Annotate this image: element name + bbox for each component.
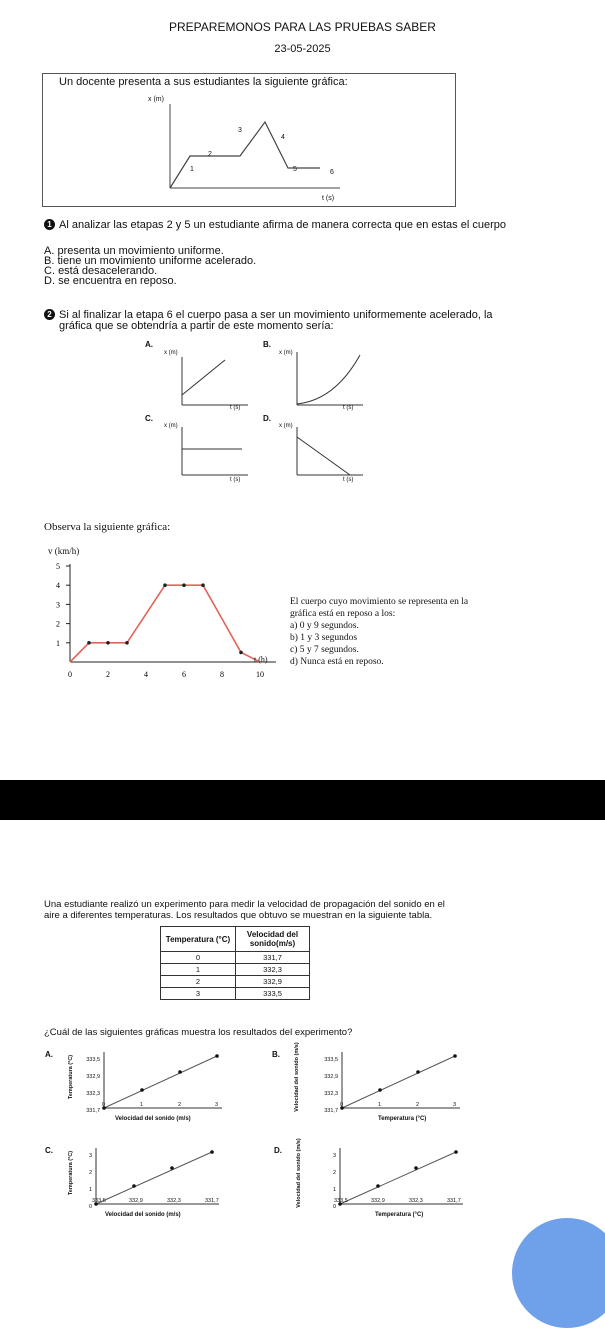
velocity-data-point [87, 641, 91, 645]
tick-label: 0 [88, 1204, 92, 1210]
velocity-xlabel: t (h) [254, 655, 268, 664]
option-letter: B. [44, 255, 55, 267]
velocity-data-point [106, 641, 110, 645]
graph-c-letter[interactable]: C. [145, 414, 153, 423]
decorative-blob [512, 1218, 605, 1328]
x-tick-label: 8 [220, 670, 224, 679]
graph-b-letter[interactable]: B. [263, 340, 271, 349]
y-tick-label: 2 [56, 619, 60, 629]
q4-graph-a[interactable] [102, 1052, 227, 1112]
tick-label: 2 [416, 1102, 420, 1108]
q4-graph-c-yticks [84, 1148, 92, 1216]
tick-label: 1 [140, 1102, 144, 1108]
graph-d-letter[interactable]: D. [263, 414, 271, 423]
q3-option-b[interactable]: b) 1 y 3 segundos [290, 633, 358, 643]
q4-graph-b-yticks [318, 1052, 338, 1120]
q4-graph-a-yticks [82, 1052, 100, 1120]
x-tick-label: 0 [68, 670, 72, 679]
tick-label: 1 [332, 1187, 336, 1193]
tick-label: 0 [340, 1102, 344, 1108]
q3-option-a[interactable]: a) 0 y 9 segundos. [290, 621, 359, 631]
tick-label: 1 [88, 1187, 92, 1193]
q4-graph-a-letter[interactable]: A. [45, 1050, 53, 1059]
stage-label: 5 [293, 166, 297, 173]
graph-c[interactable] [170, 425, 250, 480]
box1-ylabel: x (m) [148, 96, 164, 103]
q4-graph-d-yticks [328, 1148, 336, 1216]
q4-question: ¿Cuál de las siguientes gráficas muestra los resultados del experimento? [44, 1027, 353, 1038]
velocity-data-point [239, 651, 243, 655]
table-header-row [161, 927, 310, 952]
option-text: presenta un movimiento uniforme. [57, 245, 224, 257]
q3-text-line1: El cuerpo cuyo movimiento se representa en la [290, 597, 469, 607]
velocity-series-line [70, 585, 260, 662]
graph-d[interactable] [285, 425, 365, 480]
table-header: Velocidad del sonido(m/s) [236, 927, 310, 952]
q4-graph-d-ylabel: Velocidad del sonido (m/s) [296, 1138, 302, 1208]
question-1-text: Al analizar las etapas 2 y 5 un estudiante afirma de manera correcta que en estas el cuerpo [59, 219, 506, 231]
option-letter: C. [44, 265, 55, 277]
velocity-ylabel: v (km/h) [48, 546, 80, 556]
q3-intro: Observa la siguiente gráfica: [44, 521, 171, 533]
option-text: está desacelerando. [58, 265, 158, 277]
q4-graph-c-ylabel: Temperatura (°C) [68, 1150, 74, 1196]
table-row [161, 964, 310, 976]
table-cell: 2 [161, 976, 236, 988]
graph-b-xlabel: t (s) [343, 405, 354, 411]
option-text: tiene un movimiento uniforme acelerado. [57, 255, 257, 267]
velocity-data-point [163, 583, 167, 587]
graph-b-ylabel: x (m) [279, 350, 293, 356]
x-tick-label: 4 [144, 670, 148, 679]
tick-label: 333,5 [334, 1198, 348, 1204]
q3-text [290, 596, 468, 668]
velocity-data-point [125, 641, 129, 645]
q4-graph-d-xlabel: Temperatura (°C) [375, 1212, 424, 1218]
stage-label: 2 [208, 151, 212, 158]
option-letter: D. [44, 275, 55, 287]
q4-line2: aire a diferentes temperaturas. Los resultados que obtuvo se muestran en la siguiente tabla. [44, 910, 433, 921]
question-2-line2: gráfica que se obtendría a partir de este momento sería: [59, 320, 334, 332]
tick-label: 332,3 [409, 1198, 423, 1204]
tick-label: 333,5 [86, 1057, 100, 1063]
tick-label: 333,5 [92, 1198, 106, 1204]
q4-graph-a-xlabel: Velocidad del sonido (m/s) [115, 1116, 191, 1122]
tick-label: 332,3 [167, 1198, 181, 1204]
velocity-time-chart [28, 558, 278, 683]
tick-label: 3 [453, 1102, 457, 1108]
graph-a-ylabel: x (m) [164, 350, 178, 356]
tick-label: 2 [178, 1102, 182, 1108]
q4-intro [44, 899, 445, 921]
question-2-line1: Si al finalizar la etapa 6 el cuerpo pasa a ser un movimiento uniformemente acelerado, la [59, 309, 493, 321]
q1-option-d[interactable] [44, 276, 177, 286]
velocity-data-point [182, 583, 186, 587]
tick-label: 2 [332, 1170, 336, 1176]
graph-c-ylabel: x (m) [164, 423, 178, 429]
stage-label: 4 [281, 134, 285, 141]
option-text: se encuentra en reposo. [58, 275, 177, 287]
option-letter: A. [44, 245, 55, 257]
q4-graph-b-xlabel: Temperatura (°C) [378, 1116, 427, 1122]
tick-label: 2 [88, 1170, 92, 1176]
x-tick-label: 2 [106, 670, 110, 679]
table-cell: 1 [161, 964, 236, 976]
box1-xlabel: t (s) [322, 195, 335, 202]
q4-line1: Una estudiante realizó un experimento para medir la velocidad de propagación del sonido en el [44, 899, 445, 910]
tick-label: 1 [378, 1102, 382, 1108]
q4-graph-a-ylabel: Temperatura (°C) [68, 1054, 74, 1100]
table-cell: 3 [161, 988, 236, 1000]
q3-option-d[interactable]: d) Nunca está en reposo. [290, 657, 384, 667]
tick-label: 333,5 [324, 1057, 338, 1063]
tick-label: 332,9 [129, 1198, 143, 1204]
q4-graph-b-letter[interactable]: B. [272, 1050, 280, 1059]
x-tick-label: 10 [256, 670, 264, 679]
y-tick-label: 1 [56, 638, 60, 648]
graph-b[interactable] [285, 350, 365, 410]
tick-label: 331,7 [86, 1108, 100, 1114]
tick-label: 3 [215, 1102, 219, 1108]
tick-label: 331,7 [205, 1198, 219, 1204]
tick-label: 0 [102, 1102, 106, 1108]
question-1 [44, 219, 506, 231]
tick-label: 0 [332, 1204, 336, 1210]
tick-label: 332,3 [86, 1091, 100, 1097]
graph-d-ylabel: x (m) [279, 423, 293, 429]
tick-label: 331,7 [447, 1198, 461, 1204]
table-row [161, 952, 310, 964]
table-row [161, 988, 310, 1000]
tick-label: 332,3 [324, 1091, 338, 1097]
table-cell: 331,7 [236, 952, 310, 964]
question-number: 2 [44, 309, 55, 320]
q4-graph-b-ylabel: Velocidad del sonido (m/s) [294, 1042, 300, 1112]
box1-intro: Un docente presenta a sus estudiantes la siguiente gráfica: [59, 76, 348, 88]
position-time-graph [160, 100, 350, 195]
tick-label: 332,9 [324, 1074, 338, 1080]
page-title: PREPAREMONOS PARA LAS PRUEBAS SABER [169, 20, 436, 34]
table-row [161, 976, 310, 988]
page-separator [0, 780, 605, 820]
graph-a-xlabel: t (s) [230, 405, 241, 411]
tick-label: 331,7 [324, 1108, 338, 1114]
table-header: Temperatura (°C) [161, 927, 236, 952]
y-tick-label: 4 [56, 581, 60, 591]
tick-label: 332,9 [371, 1198, 385, 1204]
x-tick-label: 6 [182, 670, 186, 679]
stage-label: 1 [190, 166, 194, 173]
stage-path [170, 122, 320, 188]
y-tick-label: 3 [56, 600, 60, 610]
table-cell: 332,9 [236, 976, 310, 988]
tick-label: 3 [88, 1153, 92, 1159]
q3-text-line2: gráfica está en reposo a los: [290, 609, 396, 619]
graph-a[interactable] [170, 355, 250, 410]
q4-graph-c-letter[interactable]: C. [45, 1146, 53, 1155]
graph-d-xlabel: t (s) [343, 477, 354, 483]
q4-graph-d-letter[interactable]: D. [274, 1146, 282, 1155]
q3-option-c[interactable]: c) 5 y 7 segundos. [290, 645, 359, 655]
page-date: 23-05-2025 [274, 43, 331, 55]
graph-c-xlabel: t (s) [230, 477, 241, 483]
tick-label: 3 [332, 1153, 336, 1159]
table-cell: 332,3 [236, 964, 310, 976]
tick-label: 332,9 [86, 1074, 100, 1080]
table-cell: 333,5 [236, 988, 310, 1000]
q4-graph-b[interactable] [340, 1052, 465, 1112]
experiment-table [160, 926, 310, 1000]
stage-label: 3 [238, 127, 242, 134]
velocity-data-point [201, 583, 205, 587]
y-tick-label: 5 [56, 562, 60, 571]
stage-label: 6 [330, 169, 334, 176]
question-number: 1 [44, 219, 55, 230]
q4-graph-c-xlabel: Velocidad del sonido (m/s) [105, 1212, 181, 1218]
graph-a-letter[interactable]: A. [145, 340, 153, 349]
table-cell: 0 [161, 952, 236, 964]
